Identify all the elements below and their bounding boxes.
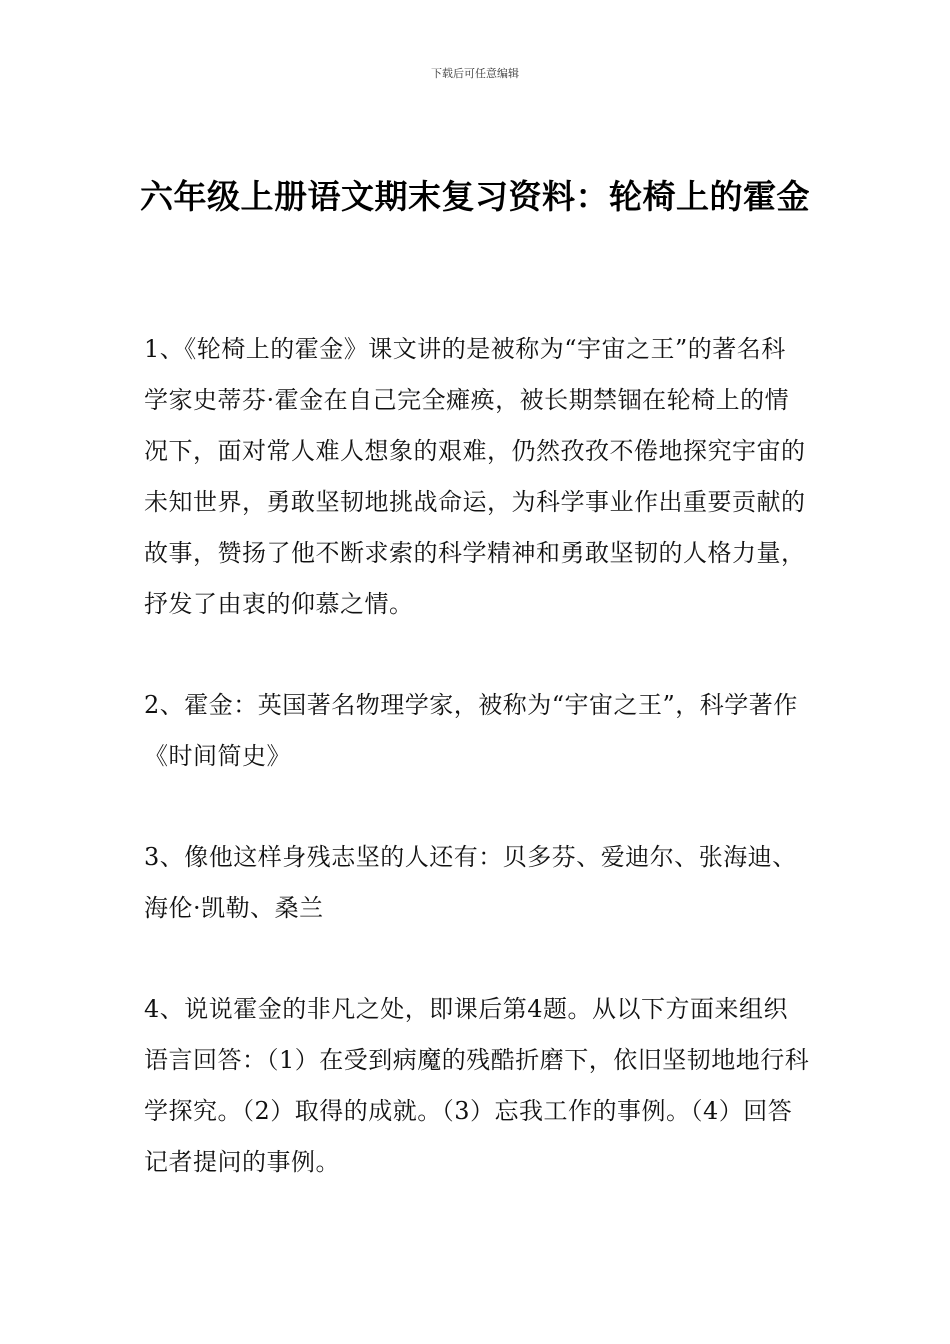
page-header-note: 下载后可任意编辑 — [431, 67, 519, 80]
paragraph-2: 2、霍金：英国著名物理学家，被称为“宇宙之王”，科学著作《时间简史》 — [144, 691, 798, 770]
paragraph-1: 1、《轮椅上的霍金》课文讲的是被称为“宇宙之王”的著名科学家史蒂芬·霍金在自己完全瘫痪，被长期禁锢在轮椅上的情况下，面对常人难人想象的艰难，仍然孜孜不倦地探究宇宙的未知世界，勇敢坚韧地挑战命运，为科学事业作出重要贡献的故事，赞扬了他不断求索的科学精神和勇敢坚韧的人格力量，抒发了由衷的仰慕之情。 — [144, 335, 806, 618]
paragraph-4: 4、说说霍金的非凡之处，即课后第4题。从以下方面来组织语言回答：（1）在受到病魔的残酷折磨下，依旧坚韧地地行科学探究。（2）取得的成就。（3）忘我工作的事例。（4）回答记者提问的事例。 — [144, 995, 810, 1176]
paragraph-3: 3、像他这样身残志坚的人还有：贝多芬、爱迪尔、张海迪、海伦·凯勒、桑兰 — [144, 843, 797, 922]
document-body — [144, 324, 810, 1238]
document-title: 六年级上册语文期末复习资料：轮椅上的霍金 — [140, 177, 810, 216]
